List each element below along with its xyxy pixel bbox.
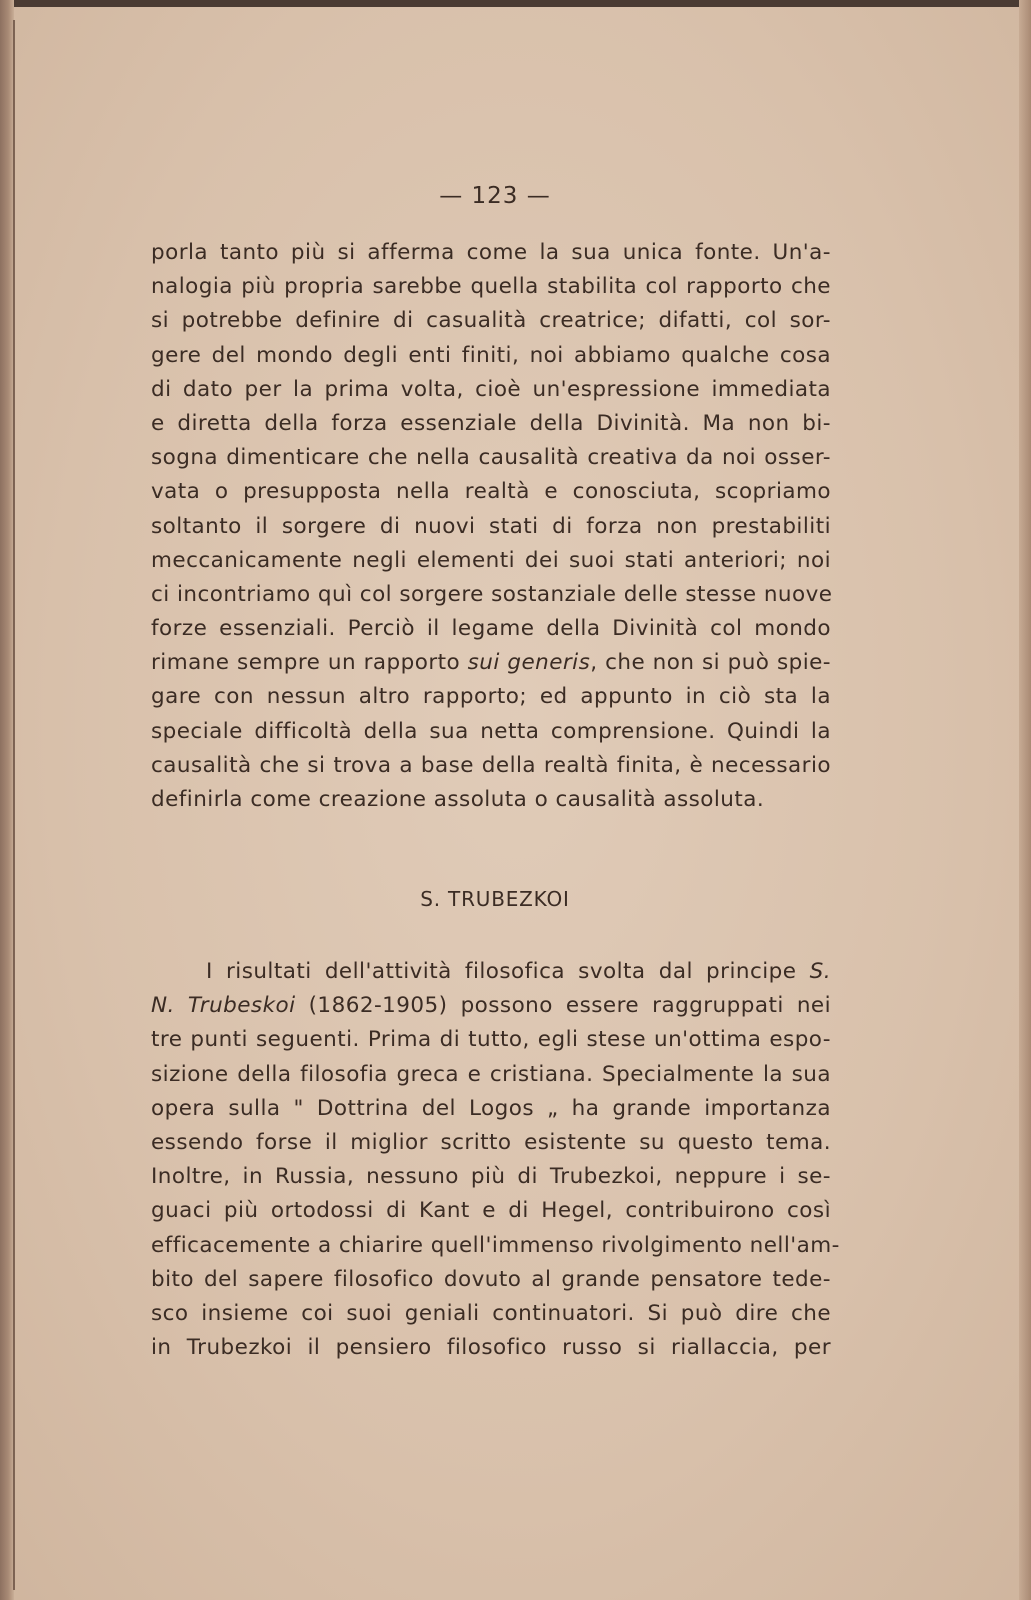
text-line: gare con nessun altro rapporto; ed appunto in ciò sta la <box>151 684 831 710</box>
text-run: , che non si può spie- <box>590 650 831 676</box>
text-line: soltanto il sorgere di nuovi stati di forza non prestabiliti <box>151 513 831 539</box>
text-line: gere del mondo degli enti finiti, noi abbiamo qualche cosa <box>151 342 831 368</box>
text-line: efficacemente a chiarire quell'immenso rivolgimento nell'am- <box>151 1232 840 1258</box>
text-line: opera sulla " Dottrina del Logos „ ha grande importanza <box>151 1095 831 1121</box>
page-top-edge <box>0 0 1031 7</box>
text-line: di dato per la prima volta, cioè un'espressione immediata <box>151 376 831 402</box>
text-line: si potrebbe definire di casualità creatrice; difatti, col sor- <box>151 308 831 334</box>
text-line-with-italic <box>151 989 831 1023</box>
text-line: meccanicamente negli elementi dei suoi stati anteriori; noi <box>151 547 831 573</box>
text-run: (1862-1905) possono essere raggruppati nei <box>295 993 831 1019</box>
page-binding-edge <box>0 0 14 1600</box>
text-line: Inoltre, in Russia, nessuno più di Trubezkoi, neppure i se- <box>151 1164 831 1190</box>
text-line: nalogia più propria sarebbe quella stabilita col rapporto che <box>151 274 831 300</box>
text-line: e diretta della forza essenziale della Divinità. Ma non bi- <box>151 410 831 436</box>
text-line: tre punti seguenti. Prima di tutto, egli stese un'ottima espo- <box>151 1027 831 1053</box>
text-line: vata o presupposta nella realtà e conosciuta, scopriamo <box>151 479 831 505</box>
text-line: causalità che si trova a base della realtà finita, è necessario <box>151 752 831 778</box>
text-line: porla tanto più si afferma come la sua unica fonte. Un'a- <box>151 240 831 265</box>
text-line: essendo forse il miglior scritto esistente su questo tema. <box>151 1129 831 1155</box>
text-line: guaci più ortodossi di Kant e di Hegel, contribuirono così <box>151 1198 831 1224</box>
text-line-with-italic <box>151 646 831 680</box>
text-line: sizione della filosofia greca e cristiana. Specialmente la sua <box>151 1061 831 1087</box>
italic-name: N. Trubeskoi <box>151 993 296 1019</box>
text-line: speciale difficoltà della sua netta comprensione. Quindi la <box>151 718 831 744</box>
text-line: definirla come creazione assoluta o causalità assoluta. <box>151 787 765 812</box>
page-number: — 123 — <box>439 183 551 209</box>
text-line: sogna dimenticare che nella causalità creativa da noi osser- <box>151 445 831 471</box>
text-line: ci incontriamo quì col sorgere sostanziale delle stesse nuove <box>151 581 833 607</box>
paragraph-1 <box>151 236 831 817</box>
text-line: sco insieme coi suoi geniali continuatori. Si può dire che <box>151 1300 831 1326</box>
text-run: I risultati dell'attività filosofica svolta dal principe <box>206 959 797 984</box>
italic-term: sui generis <box>467 650 591 676</box>
text-run: rimane sempre un rapporto <box>151 650 468 676</box>
text-line: in Trubezkoi il pensiero filosofico russo si riallaccia, per <box>151 1335 831 1361</box>
binding-line <box>13 20 15 1590</box>
italic-name: S. <box>809 959 832 984</box>
section-heading: S. TRUBEZKOI <box>420 887 570 911</box>
text-line-with-italic <box>151 955 831 989</box>
text-line: bito del sapere filosofico dovuto al grande pensatore tede- <box>151 1266 831 1292</box>
text-line: forze essenziali. Perciò il legame della Divinità col mondo <box>151 616 831 642</box>
page-right-edge <box>1019 0 1031 1600</box>
paragraph-2 <box>151 955 840 1365</box>
